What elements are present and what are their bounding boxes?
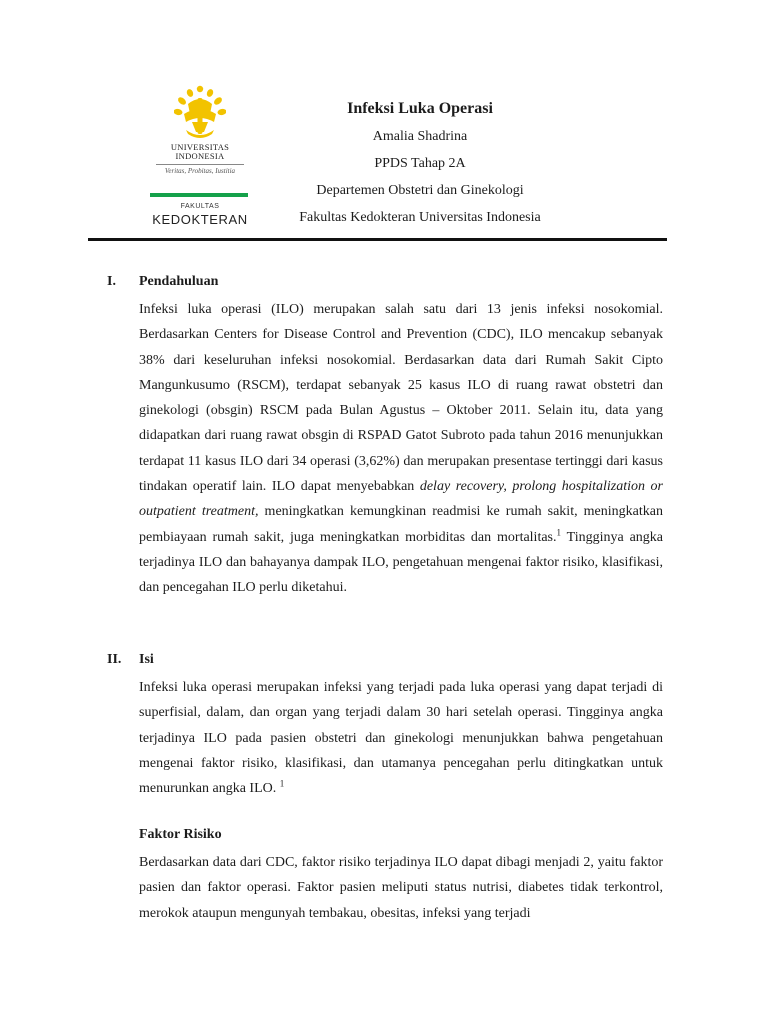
university-name: UNIVERSITAS INDONESIA xyxy=(170,142,230,161)
faculty-full-name: Fakultas Kedokteran Universitas Indonesia xyxy=(299,210,541,225)
section-paragraph: Infeksi luka operasi merupakan infeksi yang terjadi pada luka operasi yang dapat terjadi di superfisial, dalam, dan organ yang terjadi dalam 30 hari setelah operasi. Tingginya angka terjadinya ILO pada pasien obstetri dan ginekologi menunjukkan bahwa pengetahuan mengenai faktor risiko, klasifikasi, dan utamanya pencegahan perlu ditingkatkan untuk menurunkan angka ILO. $^1$ xyxy=(139,680,663,797)
section-heading: Pendahuluan xyxy=(139,274,219,289)
department-name: Departemen Obstetri dan Ginekologi xyxy=(316,183,524,198)
section-paragraph: Infeksi luka operasi (ILO) merupakan salah satu dari 13 jenis infeksi nosokomial. Berdasarkan Centers for Disease Control and Prevention (CDC), ILO mencakup sebanyak 38% dari keseluruhan infeksi nosokomial. Berdasarkan data dari Rumah Sakit Cipto Mangunkusumo (RSCM), terdapat sebanyak 25 kasus ILO di ruang rawat obstetri dan ginekologi (obsgin) RSCM pada Bulan Agustus – Oktober 2011. Selain itu, data yang didapatkan dari ruang rawat obsgin di RSPAD Gatot Subroto pada tahun 2016 menunjukkan terdapat 11 kasus ILO dari 34 operasi (3,62%) dan merupakan presentase tertinggi dari kasus tindakan operatif lain. ILO dapat menyebabkan delay recovery, prolong hospitalization or outpatient treatment, meningkatkan kemungkinan readmisi ke rumah sakit, meningkatkan pembiayaan rumah sakit, juga meningkatkan morbiditas dan mortalitas.$^1$ Tingginya angka terjadinya ILO dan bahayanya dampak ILO, pengetahuan mengenai faktor risiko, klasifikasi, dan pencegahan ILO perlu diketahui. xyxy=(139,302,664,596)
citation-ref: 1 xyxy=(279,778,285,789)
italic-phrase: delay recovery, prolong hospitalization or outpatient treatment, xyxy=(139,479,663,520)
program-level: PPDS Tahap 2A xyxy=(374,156,466,171)
citation-ref: 1 xyxy=(556,527,562,538)
document-title: Infeksi Luka Operasi xyxy=(347,100,493,117)
subsection-heading: Faktor Risiko xyxy=(139,827,222,842)
header-divider xyxy=(88,238,667,241)
green-divider xyxy=(150,193,248,197)
university-motto: Veritas, Probitas, Iustitia xyxy=(156,164,244,175)
faculty-label: FAKULTAS xyxy=(180,203,220,210)
university-logo xyxy=(150,84,250,227)
subsection-paragraph: Berdasarkan data dari CDC, faktor risiko terjadinya ILO dapat dibagi menjadi 2, yaitu faktor pasien dan faktor operasi. Faktor pasien meliputi status nutrisi, diabetes tidak terkontrol, merokok ataupun mengunyah tembakau, obesitas, infeksi yang terjadi xyxy=(139,855,663,921)
section-heading: Isi xyxy=(139,652,154,667)
author-name: Amalia Shadrina xyxy=(372,129,468,144)
makara-emblem-icon xyxy=(174,84,226,140)
section-number: II. xyxy=(107,652,122,667)
section-number: I. xyxy=(107,274,116,289)
faculty-name: KEDOKTERAN xyxy=(152,212,248,227)
document-header xyxy=(280,100,560,236)
